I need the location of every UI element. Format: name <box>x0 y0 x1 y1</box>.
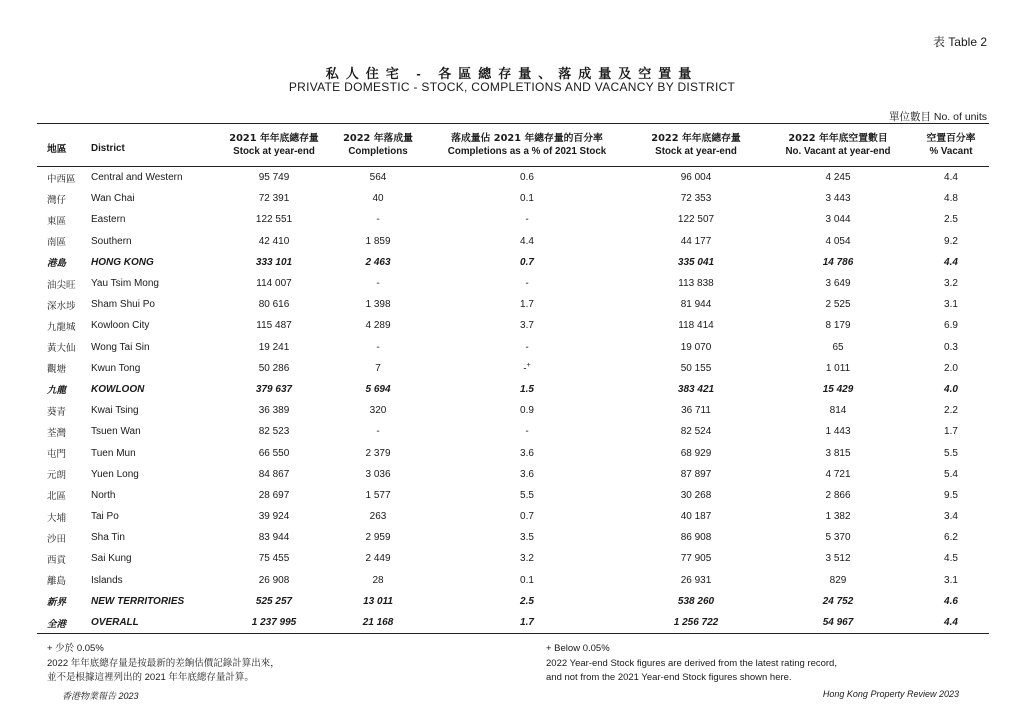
stock-2022-cell: 86 908 <box>680 532 712 544</box>
completions-cell: 21 168 <box>331 612 425 634</box>
district-cell: Kwai Tsing <box>91 405 139 417</box>
header-vacant-zh: 2022 年年底空置數目 <box>763 124 913 145</box>
stock-2022-cell: 26 931 <box>680 574 712 586</box>
stock-2022-cell: 538 260 <box>677 595 715 607</box>
subtotal-row <box>37 252 989 273</box>
table-row <box>37 167 989 189</box>
vacant-cell: 4 721 <box>825 468 851 480</box>
completions-pct-cell: 1.5 <box>520 383 534 395</box>
completions-pct-cell: 0.6 <box>520 172 534 184</box>
pct-vacant-cell: 9.5 <box>944 489 958 501</box>
header-pct-en: Completions as a % of 2021 Stock <box>425 144 629 167</box>
completions-cell: - <box>376 426 380 438</box>
completions-pct-cell: - <box>525 426 529 438</box>
district-zh-cell: 大埔 <box>47 512 67 524</box>
table-row <box>37 231 989 252</box>
footnote-marker: + <box>526 362 531 370</box>
completions-pct-cell: -+ <box>523 362 531 375</box>
pct-vacant-cell: 4.6 <box>944 595 958 607</box>
stock-2021-cell: 28 697 <box>258 489 290 501</box>
district-cell: Yuen Long <box>91 468 139 480</box>
stock-2022-cell: 72 353 <box>680 193 712 205</box>
district-cell: OVERALL <box>91 612 217 634</box>
pct-vacant-cell: 4.4 <box>944 256 958 268</box>
district-cell: HONG KONG <box>91 256 154 268</box>
district-cell: Tai Po <box>91 511 119 523</box>
vacant-cell: 65 <box>832 341 844 353</box>
district-cell: Southern <box>91 235 132 247</box>
district-zh-cell: 荃灣 <box>47 427 67 439</box>
stock-2021-cell: 75 455 <box>258 553 290 565</box>
header-vacant-en: No. Vacant at year-end <box>763 144 913 167</box>
pct-vacant-cell: 9.2 <box>944 235 958 247</box>
stock-2022-cell: 77 905 <box>680 553 712 565</box>
district-cell: Kwun Tong <box>91 362 141 374</box>
pct-vacant-cell: 4.0 <box>944 383 958 395</box>
stock-2021-cell: 525 257 <box>255 595 293 607</box>
stock-2021-cell: 122 551 <box>255 214 293 226</box>
district-cell: Kowloon City <box>91 320 150 332</box>
table-row <box>37 506 989 527</box>
table-row <box>37 400 989 421</box>
completions-pct-cell: 3.7 <box>520 320 534 332</box>
vacant-cell: 3 649 <box>825 278 851 290</box>
stock-2021-cell: 50 286 <box>258 362 290 374</box>
completions-cell: 28 <box>372 574 384 586</box>
completions-cell: 2 379 <box>365 447 391 459</box>
table-row <box>37 464 989 485</box>
total-row <box>37 612 989 634</box>
stock-2022-cell: 81 944 <box>680 299 712 311</box>
notes-chinese <box>47 642 280 686</box>
stock-2021-cell: 115 487 <box>256 320 292 332</box>
district-zh-cell: 觀塘 <box>47 364 67 376</box>
stock-2021-cell: 114 007 <box>256 278 292 290</box>
header-district: District <box>91 124 217 167</box>
district-cell: Sham Shui Po <box>91 299 155 311</box>
district-zh-cell: 油尖旺 <box>47 279 76 291</box>
stock-2022-cell: 30 268 <box>680 489 712 501</box>
table-row <box>37 315 989 336</box>
title-chinese: 私人住宅 - 各區總存量、落成量及空置量 <box>325 66 699 81</box>
stock-2021-cell: 80 616 <box>258 299 290 311</box>
table-row <box>37 570 989 591</box>
stock-2022-cell: 36 711 <box>681 405 711 417</box>
completions-pct-cell: 0.1 <box>520 193 534 205</box>
table-row <box>37 548 989 569</box>
district-zh-cell: 東區 <box>47 215 67 227</box>
header-stock2022-zh: 2022 年年底總存量 <box>629 124 763 145</box>
stock-2022-cell: 68 929 <box>680 447 712 459</box>
vacant-cell: 54 967 <box>763 612 913 634</box>
pct-vacant-cell: 4.8 <box>944 193 958 205</box>
district-zh-cell: 九龍 <box>47 385 67 397</box>
completions-cell: 3 036 <box>365 468 391 480</box>
vacant-cell: 3 512 <box>825 553 851 565</box>
pct-vacant-cell: 2.5 <box>944 214 958 226</box>
vacant-cell: 1 443 <box>825 426 851 438</box>
stock-2022-cell: 383 421 <box>677 383 715 395</box>
district-cell: Wan Chai <box>91 193 135 205</box>
district-cell: Islands <box>91 574 123 586</box>
vacant-cell: 814 <box>829 405 847 417</box>
completions-pct-cell: 2.5 <box>520 595 534 607</box>
completions-cell: - <box>376 214 380 226</box>
completions-pct-cell: 0.9 <box>520 405 534 417</box>
district-zh-cell: 中西區 <box>47 173 76 185</box>
stock-2021-cell: 36 389 <box>258 405 290 417</box>
district-zh-cell: 屯門 <box>47 449 67 461</box>
district-zh-cell: 葵青 <box>47 406 67 418</box>
district-zh-cell: 港島 <box>47 258 67 270</box>
stock-2021-cell: 19 241 <box>258 341 290 353</box>
stock-2022-cell: 44 177 <box>680 235 712 247</box>
table-row <box>37 337 989 358</box>
stock-2022-cell: 96 004 <box>680 172 712 184</box>
district-zh-cell: 新界 <box>47 597 67 609</box>
table-row <box>37 527 989 548</box>
district-cell: North <box>91 489 116 501</box>
notes-english <box>546 642 837 686</box>
vacant-cell: 24 752 <box>822 595 854 607</box>
pct-vacant-cell: 6.2 <box>944 532 958 544</box>
district-zh-cell: 元朗 <box>47 470 67 482</box>
completions-pct-cell: - <box>525 278 529 290</box>
pct-vacant-cell: 2.0 <box>944 362 958 374</box>
note-line: + Below 0.05% <box>546 643 610 654</box>
district-cell: NEW TERRITORIES <box>91 595 185 607</box>
district-cell: KOWLOON <box>91 383 145 395</box>
completions-cell: 2 463 <box>365 256 391 268</box>
table-row <box>37 209 989 230</box>
header-completions-zh: 2022 年落成量 <box>331 124 425 145</box>
stock-2021-cell: 1 237 995 <box>217 612 331 634</box>
stock-2022-cell: 19 070 <box>680 341 712 353</box>
district-cell: Tuen Mun <box>91 447 136 459</box>
completions-pct-cell: 4.4 <box>520 235 534 247</box>
district-zh-cell: 黃大仙 <box>47 343 76 355</box>
completions-cell: 263 <box>369 511 387 523</box>
table-row <box>37 358 989 379</box>
completions-cell: 13 011 <box>363 595 393 607</box>
stock-2021-cell: 39 924 <box>258 511 290 523</box>
header-pct-vacant-en: % Vacant <box>913 144 989 167</box>
vacant-cell: 5 370 <box>825 532 851 544</box>
completions-cell: 4 289 <box>365 320 391 332</box>
district-cell: Yau Tsim Mong <box>91 278 159 290</box>
note-line: + 少於 0.05% <box>47 643 104 654</box>
stock-2021-cell: 42 410 <box>258 235 290 247</box>
pct-vacant-cell: 3.1 <box>944 574 958 586</box>
district-zh-cell: 北區 <box>47 491 67 503</box>
completions-cell: 1 577 <box>365 489 391 501</box>
stock-2021-cell: 26 908 <box>258 574 290 586</box>
completions-cell: 1 398 <box>365 299 391 311</box>
pct-vacant-cell: 1.7 <box>944 426 958 438</box>
stock-2022-cell: 40 187 <box>680 511 712 523</box>
stock-2021-cell: 82 523 <box>258 426 290 438</box>
completions-cell: 2 449 <box>365 553 391 565</box>
district-zh-cell: 灣仔 <box>47 194 67 206</box>
table-reference: 表 Table 2 <box>932 35 987 49</box>
header-pct-vacant-zh: 空置百分率 <box>913 124 989 145</box>
header-pct-zh: 落成量佔 2021 年總存量的百分率 <box>425 124 629 145</box>
completions-pct-cell: 5.5 <box>520 489 534 501</box>
stock-2022-cell: 1 256 722 <box>629 612 763 634</box>
title-english: PRIVATE DOMESTIC - STOCK, COMPLETIONS AND VACANCY BY DISTRICT <box>288 80 736 94</box>
stock-2021-cell: 333 101 <box>255 256 293 268</box>
stock-2021-cell: 379 637 <box>255 383 293 395</box>
completions-pct-cell: 0.1 <box>520 574 534 586</box>
pct-vacant-cell: 3.4 <box>944 511 958 523</box>
vacant-cell: 3 815 <box>825 447 851 459</box>
vacant-cell: 4 245 <box>825 172 851 184</box>
completions-cell: 5 694 <box>365 383 391 395</box>
vacant-cell: 3 443 <box>825 193 851 205</box>
table-row <box>37 485 989 506</box>
table-row <box>37 294 989 315</box>
pct-vacant-cell: 3.1 <box>944 299 958 311</box>
district-zh-cell: 全港 <box>37 612 91 634</box>
vacant-cell: 3 044 <box>825 214 851 226</box>
district-cell: Eastern <box>91 214 126 226</box>
note-line: 2022 Year-end Stock figures are derived from the latest rating record, <box>546 657 837 669</box>
stock-2022-cell: 82 524 <box>680 426 712 438</box>
vacant-cell: 2 525 <box>825 299 851 311</box>
pct-vacant-cell: 5.4 <box>944 468 958 480</box>
completions-cell: - <box>376 278 380 290</box>
district-zh-cell: 深水埗 <box>47 300 76 312</box>
footer-publication-en: Hong Kong Property Review 2023 <box>822 689 959 699</box>
completions-cell: 2 959 <box>365 532 391 544</box>
subtotal-row <box>37 379 989 400</box>
header-completions-en: Completions <box>331 144 425 167</box>
header-stock2022-en: Stock at year-end <box>629 144 763 167</box>
stock-2022-cell: 113 838 <box>678 278 714 290</box>
completions-pct-cell: 0.7 <box>520 256 534 268</box>
unit-note: 單位數目 No. of units <box>888 111 987 123</box>
stock-2021-cell: 66 550 <box>258 447 290 459</box>
district-table <box>37 123 989 634</box>
subtotal-row <box>37 591 989 612</box>
vacant-cell: 1 382 <box>825 511 851 523</box>
completions-cell: 320 <box>369 405 387 417</box>
table-row <box>37 273 989 294</box>
district-cell: Sai Kung <box>91 553 132 565</box>
completions-cell: 564 <box>369 172 387 184</box>
vacant-cell: 2 866 <box>825 489 851 501</box>
stock-2021-cell: 72 391 <box>258 193 290 205</box>
completions-pct-cell: 3.6 <box>520 447 534 459</box>
district-cell: Sha Tin <box>91 532 125 544</box>
district-cell: Wong Tai Sin <box>91 341 150 353</box>
vacant-cell: 15 429 <box>822 383 854 395</box>
completions-pct-cell: - <box>525 214 529 226</box>
completions-pct-cell: 0.7 <box>520 511 534 523</box>
completions-pct-cell: 3.6 <box>520 468 534 480</box>
stock-2021-cell: 95 749 <box>258 172 290 184</box>
district-zh-cell: 南區 <box>47 237 67 249</box>
completions-pct-cell: 3.2 <box>520 553 534 565</box>
district-zh-cell: 九龍城 <box>47 321 76 333</box>
stock-2022-cell: 87 897 <box>680 468 712 480</box>
completions-cell: 1 859 <box>365 235 391 247</box>
vacant-cell: 1 011 <box>825 362 851 374</box>
table-row <box>37 442 989 463</box>
table-row <box>37 421 989 442</box>
district-zh-cell: 西貢 <box>47 554 67 566</box>
completions-pct-cell: 1.7 <box>425 612 629 634</box>
header-stock2021-zh: 2021 年年底總存量 <box>217 124 331 145</box>
pct-vacant-cell: 0.3 <box>944 341 958 353</box>
pct-vacant-cell: 2.2 <box>944 405 958 417</box>
stock-2022-cell: 122 507 <box>677 214 715 226</box>
note-line: 並不是根據這裡列出的 2021 年年底總存量計算。 <box>47 672 254 683</box>
vacant-cell: 14 786 <box>822 256 854 268</box>
completions-cell: 7 <box>375 362 381 374</box>
district-zh-cell: 離島 <box>47 576 67 588</box>
footer-publication-zh: 香港物業報告 2023 <box>62 691 139 701</box>
completions-pct-cell: - <box>525 341 529 353</box>
completions-cell: - <box>376 341 380 353</box>
district-zh-cell: 沙田 <box>47 533 67 545</box>
district-cell: Tsuen Wan <box>91 426 141 438</box>
vacant-cell: 829 <box>829 574 847 586</box>
stock-2021-cell: 84 867 <box>258 468 290 480</box>
completions-pct-cell: 3.5 <box>520 532 534 544</box>
district-cell: Central and Western <box>91 172 183 184</box>
pct-vacant-cell: 3.2 <box>944 278 958 290</box>
header-stock2021-en: Stock at year-end <box>217 144 331 167</box>
stock-2022-cell: 335 041 <box>677 256 715 268</box>
pct-vacant-cell: 4.4 <box>913 612 989 634</box>
completions-cell: 40 <box>372 193 384 205</box>
stock-2022-cell: 50 155 <box>680 362 712 374</box>
pct-vacant-cell: 4.5 <box>944 553 958 565</box>
stock-2021-cell: 83 944 <box>258 532 290 544</box>
stock-2022-cell: 118 414 <box>678 320 714 332</box>
header-district-zh: 地區 <box>37 124 91 167</box>
pct-vacant-cell: 5.5 <box>944 447 958 459</box>
note-line: 2022 年年底總存量是按最新的差餉估價記錄計算出來， <box>47 657 280 669</box>
note-line: and not from the 2021 Year-end Stock figures shown here. <box>546 672 792 683</box>
pct-vacant-cell: 4.4 <box>944 172 958 184</box>
pct-vacant-cell: 6.9 <box>944 320 958 332</box>
vacant-cell: 8 179 <box>825 320 851 332</box>
vacant-cell: 4 054 <box>825 235 851 247</box>
table-row <box>37 188 989 209</box>
completions-pct-cell: 1.7 <box>520 299 534 311</box>
